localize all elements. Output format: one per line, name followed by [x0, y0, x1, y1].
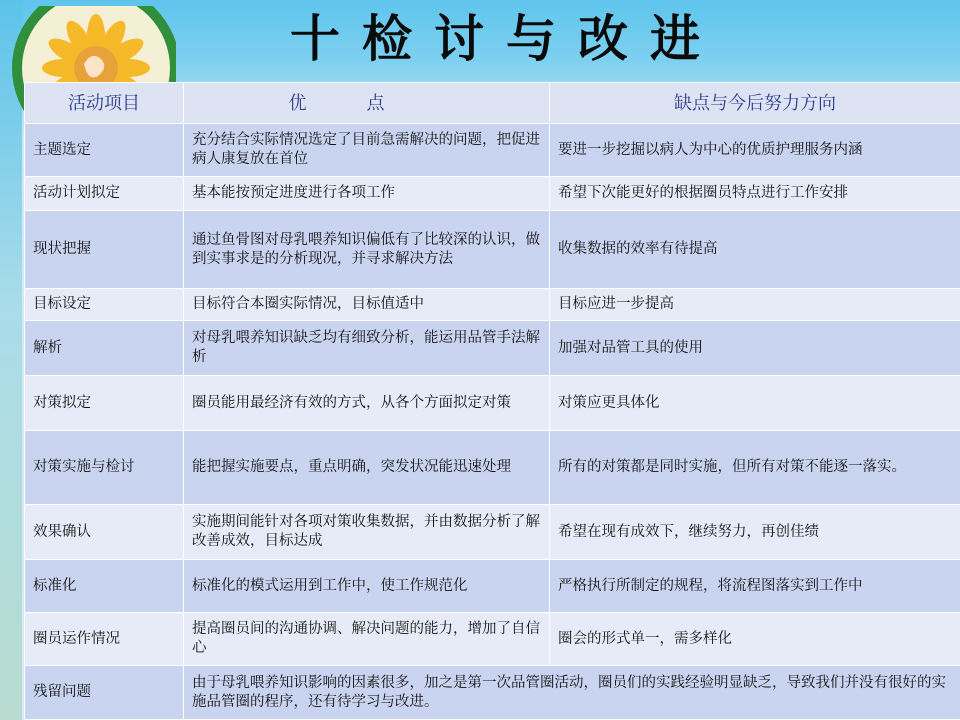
row-pros: 实施期间能针对各项对策收集数据，并由数据分析了解改善成效，目标达成 [184, 505, 550, 560]
table-row [25, 289, 960, 321]
row-item: 效果确认 [25, 505, 184, 560]
row-item: 对策拟定 [25, 376, 184, 431]
row-pros: 标准化的模式运用到工作中，使工作规范化 [184, 560, 550, 613]
row-item: 圈员运作情况 [25, 613, 184, 666]
row-pros: 提高圈员间的沟通协调、解决问题的能力，增加了自信心 [184, 613, 550, 666]
header-pros: 优点 [184, 83, 550, 124]
row-item: 现状把握 [25, 211, 184, 289]
row-pros: 通过鱼骨图对母乳喂养知识偏低有了比较深的认识，做到实事求是的分析现况，并寻求解决方法 [184, 211, 550, 289]
row-cons: 对策应更具体化 [550, 376, 960, 431]
table-row [25, 431, 960, 505]
row-pros: 基本能按预定进度进行各项工作 [184, 177, 550, 211]
row-item: 主题选定 [25, 124, 184, 177]
row-cons: 希望下次能更好的根据圈员特点进行工作安排 [550, 177, 960, 211]
row-residual-text: 由于母乳喂养知识影响的因素很多，加之是第一次品管圈活动，圈员们的实践经验明显缺乏，导致我们并没有很好的实施品管圈的程序，还有待学习与改进。 [184, 666, 960, 720]
row-pros: 充分结合实际情况选定了目前急需解决的问题，把促进病人康复放在首位 [184, 124, 550, 177]
review-table [24, 82, 960, 720]
table-row [25, 505, 960, 560]
table-row [25, 124, 960, 177]
header-activity: 活动项目 [25, 83, 184, 124]
row-cons: 加强对品管工具的使用 [550, 321, 960, 376]
row-item: 对策实施与检讨 [25, 431, 184, 505]
header-cons: 缺点与今后努力方向 [550, 83, 960, 124]
row-item: 目标设定 [25, 289, 184, 321]
table-row [25, 613, 960, 666]
page-title: 十检讨与改进 [290, 9, 722, 68]
table-row [25, 560, 960, 613]
row-cons: 严格执行所制定的规程，将流程图落实到工作中 [550, 560, 960, 613]
table-row [25, 177, 960, 211]
row-item: 活动计划拟定 [25, 177, 184, 211]
table-row [25, 376, 960, 431]
row-item: 残留问题 [25, 666, 184, 720]
row-item: 标准化 [25, 560, 184, 613]
row-cons: 要进一步挖掘以病人为中心的优质护理服务内涵 [550, 124, 960, 177]
table-header-row [25, 83, 960, 124]
row-pros: 目标符合本圈实际情况，目标值适中 [184, 289, 550, 321]
row-pros: 圈员能用最经济有效的方式，从各个方面拟定对策 [184, 376, 550, 431]
table-row-residual [25, 666, 960, 720]
row-item: 解析 [25, 321, 184, 376]
row-pros: 对母乳喂养知识缺乏均有细致分析，能运用品管手法解析 [184, 321, 550, 376]
table-row [25, 211, 960, 289]
row-cons: 目标应进一步提高 [550, 289, 960, 321]
table-row [25, 321, 960, 376]
row-pros: 能把握实施要点，重点明确，突发状况能迅速处理 [184, 431, 550, 505]
row-cons: 圈会的形式单一，需多样化 [550, 613, 960, 666]
row-cons: 收集数据的效率有待提高 [550, 211, 960, 289]
row-cons: 希望在现有成效下，继续努力，再创佳绩 [550, 505, 960, 560]
row-cons: 所有的对策都是同时实施，但所有对策不能逐一落实。 [550, 431, 960, 505]
